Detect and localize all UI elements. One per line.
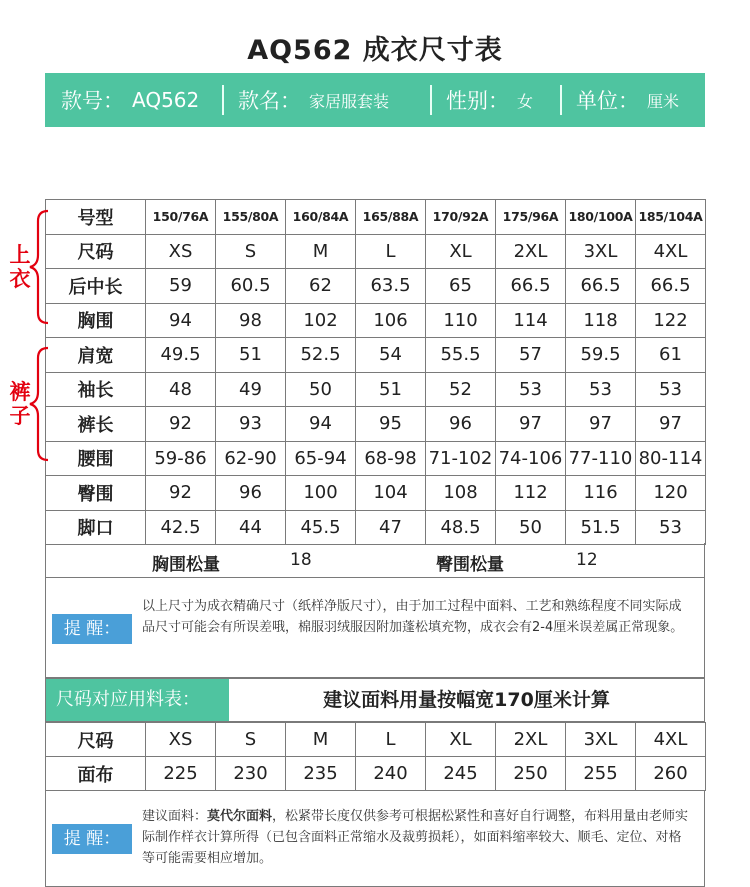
table-row <box>46 372 706 407</box>
table-cell: 245 <box>426 757 496 791</box>
table-cell: 50 <box>496 510 566 545</box>
style-no-key: 款号： <box>61 89 124 113</box>
hip-slack-label: 臀围松量 <box>436 555 504 575</box>
gender-cell <box>430 73 560 127</box>
table-cell: 68-98 <box>356 441 426 476</box>
table-cell: 230 <box>216 757 286 791</box>
table-cell: 61 <box>636 338 706 373</box>
unit-key: 单位： <box>576 89 639 113</box>
table-cell: 77-110 <box>566 441 636 476</box>
table-cell: 4XL <box>636 234 706 269</box>
table-cell: XS <box>146 234 216 269</box>
table-cell: 62-90 <box>216 441 286 476</box>
table-cell: 240 <box>356 757 426 791</box>
gender-value: 女 <box>517 91 534 111</box>
row-header: 面布 <box>46 757 146 791</box>
table-cell: 60.5 <box>216 269 286 304</box>
table-cell: 170/92A <box>426 200 496 235</box>
fabric-header <box>45 678 705 722</box>
pants-group-bracket <box>0 344 52 464</box>
table-cell: 2XL <box>496 723 566 757</box>
reminder-text: 以上尺寸为成衣精确尺寸（纸样净版尺寸），由于加工过程中面料、工艺和熟练程度不同实际成品尺寸可能会有所误差哦，棉服羽绒服因附加蓬松填充物，成衣会有2-4厘米误差属正常现象。 <box>142 599 684 635</box>
reminder-text <box>142 806 694 869</box>
top-group-bracket <box>0 207 52 327</box>
table-cell: 108 <box>426 476 496 511</box>
table-cell: 155/80A <box>216 200 286 235</box>
row-header: 脚口 <box>46 510 146 545</box>
table-row <box>46 441 706 476</box>
top-group-label: 上衣 <box>9 243 31 291</box>
table-cell: 4XL <box>636 723 706 757</box>
hip-slack-value: 12 <box>576 550 598 570</box>
table-cell: 255 <box>566 757 636 791</box>
chest-slack-label: 胸围松量 <box>152 555 220 575</box>
table-cell: 96 <box>426 407 496 442</box>
table-cell: 185/104A <box>636 200 706 235</box>
table-cell: 51.5 <box>566 510 636 545</box>
reminder-tag: 提 醒： <box>52 614 132 644</box>
fabric-suggest-prefix: 建议面料： <box>142 809 208 824</box>
table-cell: 71-102 <box>426 441 496 476</box>
table-cell: 180/100A <box>566 200 636 235</box>
row-header: 后中长 <box>46 269 146 304</box>
row-header: 胸围 <box>46 303 146 338</box>
table-row <box>46 234 706 269</box>
table-cell: 59.5 <box>566 338 636 373</box>
table-cell: 92 <box>146 476 216 511</box>
row-header: 袖长 <box>46 372 146 407</box>
table-cell: XL <box>426 234 496 269</box>
table-cell: 118 <box>566 303 636 338</box>
fabric-message: 建议面料用量按幅宽170厘米计算 <box>323 689 610 711</box>
table-row <box>46 338 706 373</box>
table-cell: 96 <box>216 476 286 511</box>
table-cell: XL <box>426 723 496 757</box>
table-cell: 122 <box>636 303 706 338</box>
fabric-suggest-name: 莫代尔面料 <box>207 809 273 824</box>
table-cell: 51 <box>356 372 426 407</box>
table-cell: 104 <box>356 476 426 511</box>
table-cell: L <box>356 234 426 269</box>
table-cell: 98 <box>216 303 286 338</box>
table-cell: 93 <box>216 407 286 442</box>
table-cell: 97 <box>636 407 706 442</box>
table-cell: 65-94 <box>286 441 356 476</box>
table-cell: 53 <box>566 372 636 407</box>
table-cell: 51 <box>216 338 286 373</box>
info-header <box>45 73 705 127</box>
table-cell: 106 <box>356 303 426 338</box>
name-cell <box>222 73 430 127</box>
unit-cell <box>560 73 705 127</box>
table-cell: 94 <box>146 303 216 338</box>
name-key: 款名： <box>238 89 301 113</box>
table-row <box>46 407 706 442</box>
table-cell: 45.5 <box>286 510 356 545</box>
table-cell: 235 <box>286 757 356 791</box>
table-row <box>46 476 706 511</box>
table-cell: S <box>216 234 286 269</box>
table-cell: 59 <box>146 269 216 304</box>
page-title: AQ562 成衣尺寸表 <box>247 35 503 66</box>
table-cell: 49.5 <box>146 338 216 373</box>
table-cell: 74-106 <box>496 441 566 476</box>
table-cell: 44 <box>216 510 286 545</box>
table-cell: 53 <box>496 372 566 407</box>
fabric-suggest-rest: ，松紧带长度仅供参考可根据松紧性和喜好自行调整，布料用量由老师实际制作样衣计算所得（已包含面料正常缩水及裁剪损耗），如面料缩率较大、顺毛、定位、对格等可能需要相应增加。 <box>142 809 689 866</box>
fabric-label: 尺码对应用料表： <box>46 679 229 721</box>
table-cell: 65 <box>426 269 496 304</box>
table-cell: 53 <box>636 510 706 545</box>
fabric-table <box>45 722 706 791</box>
table-cell: M <box>286 723 356 757</box>
table-cell: 116 <box>566 476 636 511</box>
row-header: 号型 <box>46 200 146 235</box>
table-cell: S <box>216 723 286 757</box>
table-cell: 114 <box>496 303 566 338</box>
table-cell: 165/88A <box>356 200 426 235</box>
table-cell: 48 <box>146 372 216 407</box>
row-header: 尺码 <box>46 723 146 757</box>
table-cell: 47 <box>356 510 426 545</box>
unit-value: 厘米 <box>647 91 680 111</box>
table-cell: 92 <box>146 407 216 442</box>
table-cell: 94 <box>286 407 356 442</box>
table-cell: 112 <box>496 476 566 511</box>
table-row <box>46 723 706 757</box>
table-row <box>46 757 706 791</box>
table-cell: 54 <box>356 338 426 373</box>
style-no-value: AQ562 <box>132 88 200 112</box>
row-header: 臀围 <box>46 476 146 511</box>
table-cell: L <box>356 723 426 757</box>
table-cell: 62 <box>286 269 356 304</box>
reminder-box-1 <box>45 578 705 678</box>
table-cell: 100 <box>286 476 356 511</box>
reminder-tag: 提 醒： <box>52 824 132 854</box>
table-row <box>46 269 706 304</box>
table-row <box>46 303 706 338</box>
table-cell: 66.5 <box>496 269 566 304</box>
name-value: 家居服套装 <box>309 91 390 111</box>
table-cell: 175/96A <box>496 200 566 235</box>
chest-slack-value: 18 <box>290 550 312 570</box>
table-row <box>46 510 706 545</box>
table-row <box>46 200 706 235</box>
table-cell: M <box>286 234 356 269</box>
row-header: 尺码 <box>46 234 146 269</box>
table-cell: 57 <box>496 338 566 373</box>
table-cell: 95 <box>356 407 426 442</box>
table-cell: 48.5 <box>426 510 496 545</box>
style-no-cell <box>45 73 222 127</box>
table-cell: 97 <box>566 407 636 442</box>
table-cell: 50 <box>286 372 356 407</box>
table-cell: 160/84A <box>286 200 356 235</box>
pants-group-label: 裤子 <box>9 380 31 428</box>
table-cell: 102 <box>286 303 356 338</box>
table-cell: 110 <box>426 303 496 338</box>
table-cell: 3XL <box>566 723 636 757</box>
table-cell: 52 <box>426 372 496 407</box>
table-cell: 260 <box>636 757 706 791</box>
table-cell: 2XL <box>496 234 566 269</box>
size-table <box>45 199 706 545</box>
table-cell: XS <box>146 723 216 757</box>
gender-key: 性别： <box>446 89 509 113</box>
table-cell: 52.5 <box>286 338 356 373</box>
row-header: 腰围 <box>46 441 146 476</box>
row-header: 肩宽 <box>46 338 146 373</box>
reminder-box-2 <box>45 790 705 887</box>
table-cell: 66.5 <box>636 269 706 304</box>
table-cell: 42.5 <box>146 510 216 545</box>
table-cell: 55.5 <box>426 338 496 373</box>
table-cell: 63.5 <box>356 269 426 304</box>
table-cell: 49 <box>216 372 286 407</box>
table-cell: 250 <box>496 757 566 791</box>
slack-row <box>45 543 705 578</box>
table-cell: 225 <box>146 757 216 791</box>
table-cell: 66.5 <box>566 269 636 304</box>
row-header: 裤长 <box>46 407 146 442</box>
table-cell: 120 <box>636 476 706 511</box>
table-cell: 97 <box>496 407 566 442</box>
table-cell: 53 <box>636 372 706 407</box>
table-cell: 150/76A <box>146 200 216 235</box>
table-cell: 59-86 <box>146 441 216 476</box>
table-cell: 80-114 <box>636 441 706 476</box>
table-cell: 3XL <box>566 234 636 269</box>
